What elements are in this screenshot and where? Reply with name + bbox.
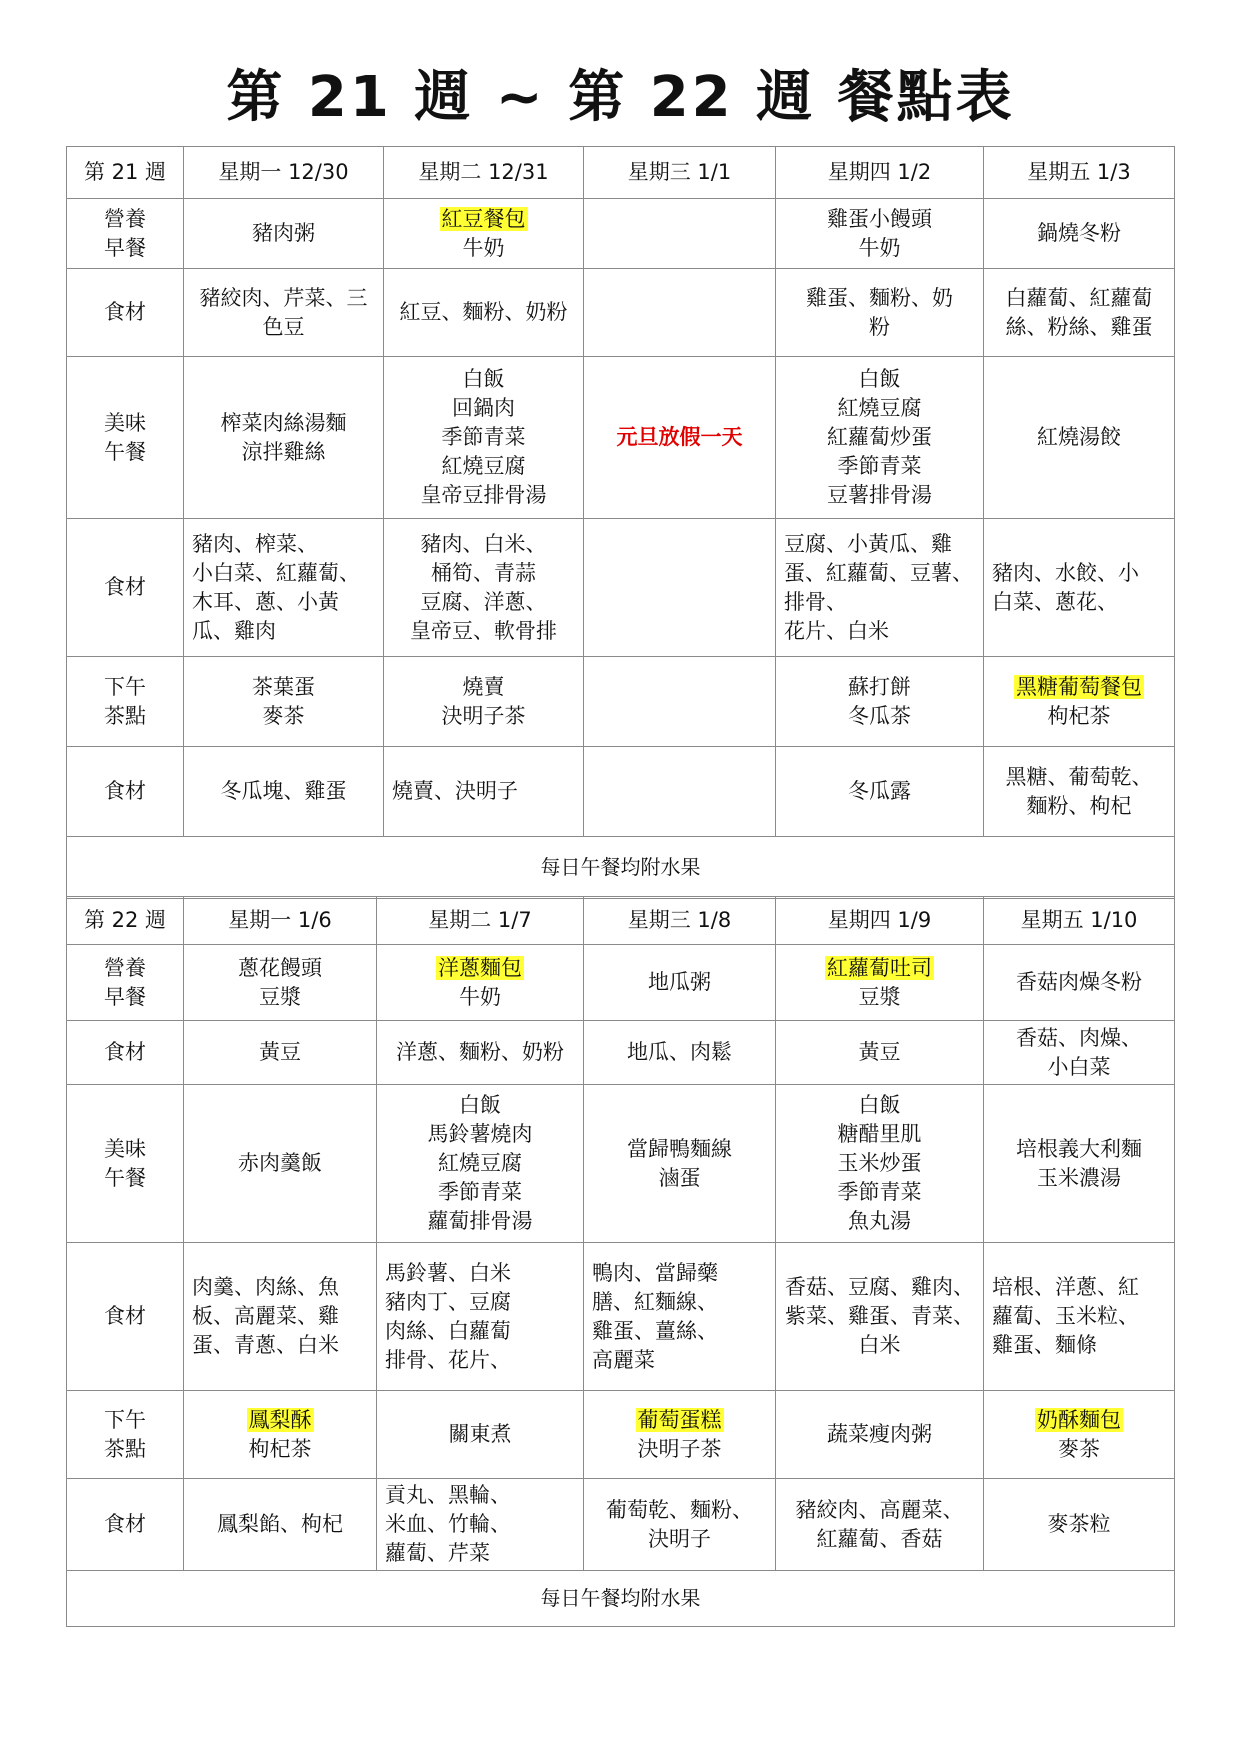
lunch-ing-fri: 培根、洋蔥、紅 蘿蔔、玉米粒、 雞蛋、麵條 (984, 1243, 1175, 1391)
breakfast-ing-fri: 香菇、肉燥、 小白菜 (984, 1021, 1175, 1085)
snack-wed (584, 1391, 776, 1479)
day-header-thu: 星期四 1/2 (776, 147, 984, 199)
day-header-wed: 星期三 1/1 (584, 147, 776, 199)
drink: 麥茶 (1058, 1436, 1100, 1461)
drink: 豆漿 (858, 984, 901, 1009)
lunch-ing-tue: 馬鈴薯、白米 豬肉丁、豆腐 肉絲、白蘿蔔 排骨、花片、 (377, 1243, 584, 1391)
lunch-ing-fri: 豬肉、水餃、小 白菜、蔥花、 (984, 519, 1175, 657)
page-title: 第 21 週 ~ 第 22 週 餐點表 (226, 65, 1015, 130)
row-label-breakfast: 營養 早餐 (67, 945, 184, 1021)
breakfast-ingredients-row (67, 269, 1175, 357)
snack-fri (984, 657, 1175, 747)
week-22-menu-table (66, 896, 1175, 1627)
holiday-notice: 元旦放假一天 (584, 357, 776, 519)
lunch-ing-wed: 鴨肉、當歸藥 膳、紅麵線、 雞蛋、薑絲、 高麗菜 (584, 1243, 776, 1391)
snack-ing-fri: 黑糖、葡萄乾、 麵粉、枸杞 (984, 747, 1175, 837)
lunch-ingredients-row (67, 519, 1175, 657)
day-header-fri: 星期五 1/10 (984, 897, 1175, 945)
week-label: 第 21 週 (67, 147, 184, 199)
day-header-mon: 星期一 12/30 (184, 147, 384, 199)
day-header-fri: 星期五 1/3 (984, 147, 1175, 199)
row-label-lunch: 美味 午餐 (67, 357, 184, 519)
breakfast-thu: 雞蛋小饅頭 牛奶 (776, 199, 984, 269)
breakfast-tue (384, 199, 584, 269)
snack-mon: 茶葉蛋 麥茶 (184, 657, 384, 747)
breakfast-tue (377, 945, 584, 1021)
lunch-row (67, 1085, 1175, 1243)
row-label-ingredients: 食材 (67, 519, 184, 657)
snack-ing-wed (584, 747, 776, 837)
row-label-ingredients: 食材 (67, 269, 184, 357)
breakfast-ingredients-row (67, 1021, 1175, 1085)
breakfast-ing-thu: 雞蛋、麵粉、奶 粉 (776, 269, 984, 357)
lunch-row (67, 357, 1175, 519)
breakfast-wed (584, 199, 776, 269)
lunch-thu: 白飯 糖醋里肌 玉米炒蛋 季節青菜 魚丸湯 (776, 1085, 984, 1243)
breakfast-thu (776, 945, 984, 1021)
snack-thu: 蔬菜瘦肉粥 (776, 1391, 984, 1479)
snack-ing-mon: 鳳梨餡、枸杞 (184, 1479, 377, 1571)
drink: 枸杞茶 (1047, 703, 1111, 728)
day-header-mon: 星期一 1/6 (184, 897, 377, 945)
breakfast-ing-mon: 豬絞肉、芹菜、三 色豆 (184, 269, 384, 357)
row-label-snack: 下午 茶點 (67, 657, 184, 747)
snack-thu: 蘇打餅 冬瓜茶 (776, 657, 984, 747)
breakfast-ing-fri: 白蘿蔔、紅蘿蔔 絲、粉絲、雞蛋 (984, 269, 1175, 357)
highlighted-item: 黑糖葡萄餐包 (1016, 674, 1142, 699)
lunch-fri: 紅燒湯餃 (984, 357, 1175, 519)
snack-ing-fri: 麥茶粒 (984, 1479, 1175, 1571)
highlighted-item: 紅豆餐包 (441, 206, 526, 231)
snack-ingredients-row (67, 1479, 1175, 1571)
lunch-ing-mon: 肉羹、肉絲、魚 板、高麗菜、雞 蛋、青蔥、白米 (184, 1243, 377, 1391)
lunch-tue: 白飯 馬鈴薯燒肉 紅燒豆腐 季節青菜 蘿蔔排骨湯 (377, 1085, 584, 1243)
breakfast-ing-mon: 黃豆 (184, 1021, 377, 1085)
snack-tue: 關東煮 (377, 1391, 584, 1479)
row-label-ingredients: 食材 (67, 1243, 184, 1391)
lunch-ingredients-row (67, 1243, 1175, 1391)
breakfast-mon: 豬肉粥 (184, 199, 384, 269)
lunch-ing-thu: 豆腐、小黃瓜、雞 蛋、紅蘿蔔、豆薯、 排骨、 花片、白米 (776, 519, 984, 657)
lunch-wed: 當歸鴨麵線 滷蛋 (584, 1085, 776, 1243)
breakfast-wed: 地瓜粥 (584, 945, 776, 1021)
snack-row (67, 1391, 1175, 1479)
snack-ing-thu: 冬瓜露 (776, 747, 984, 837)
lunch-mon: 赤肉羹飯 (184, 1085, 377, 1243)
snack-fri (984, 1391, 1175, 1479)
snack-ing-mon: 冬瓜塊、雞蛋 (184, 747, 384, 837)
lunch-ing-tue: 豬肉、白米、 桶筍、青蒜 豆腐、洋蔥、 皇帝豆、軟骨排 (384, 519, 584, 657)
week-21-menu-table (66, 146, 1175, 899)
snack-ing-thu: 豬絞肉、高麗菜、 紅蘿蔔、香菇 (776, 1479, 984, 1571)
day-header-wed: 星期三 1/8 (584, 897, 776, 945)
breakfast-ing-tue: 洋蔥、麵粉、奶粉 (377, 1021, 584, 1085)
lunch-ing-thu: 香菇、豆腐、雞肉、 紫菜、雞蛋、青菜、 白米 (776, 1243, 984, 1391)
lunch-ing-mon: 豬肉、榨菜、 小白菜、紅蘿蔔、 木耳、蔥、小黃 瓜、雞肉 (184, 519, 384, 657)
lunch-thu: 白飯 紅燒豆腐 紅蘿蔔炒蛋 季節青菜 豆薯排骨湯 (776, 357, 984, 519)
breakfast-fri: 鍋燒冬粉 (984, 199, 1175, 269)
breakfast-ing-thu: 黃豆 (776, 1021, 984, 1085)
highlighted-item: 葡萄蛋糕 (637, 1407, 722, 1432)
breakfast-ing-tue: 紅豆、麵粉、奶粉 (384, 269, 584, 357)
footer-row (67, 1571, 1175, 1627)
fruit-note: 每日午餐均附水果 (67, 837, 1175, 899)
day-header-tue: 星期二 1/7 (377, 897, 584, 945)
row-label-ingredients: 食材 (67, 1021, 184, 1085)
drink: 決明子茶 (637, 1436, 722, 1461)
highlighted-item: 奶酥麵包 (1037, 1407, 1121, 1432)
breakfast-ing-wed: 地瓜、肉鬆 (584, 1021, 776, 1085)
lunch-fri: 培根義大利麵 玉米濃湯 (984, 1085, 1175, 1243)
breakfast-ing-wed (584, 269, 776, 357)
snack-tue: 燒賣 決明子茶 (384, 657, 584, 747)
snack-mon (184, 1391, 377, 1479)
drink: 枸杞茶 (248, 1436, 312, 1461)
header-row (67, 147, 1175, 199)
lunch-tue: 白飯 回鍋肉 季節青菜 紅燒豆腐 皇帝豆排骨湯 (384, 357, 584, 519)
day-header-thu: 星期四 1/9 (776, 897, 984, 945)
drink: 牛奶 (462, 235, 505, 260)
breakfast-mon: 蔥花饅頭 豆漿 (184, 945, 377, 1021)
breakfast-fri: 香菇肉燥冬粉 (984, 945, 1175, 1021)
row-label-lunch: 美味 午餐 (67, 1085, 184, 1243)
footer-row (67, 837, 1175, 899)
row-label-breakfast: 營養 早餐 (67, 199, 184, 269)
snack-ingredients-row (67, 747, 1175, 837)
breakfast-row (67, 945, 1175, 1021)
header-row (67, 897, 1175, 945)
snack-ing-tue: 燒賣、決明子 (384, 747, 584, 837)
snack-ing-wed: 葡萄乾、麵粉、 決明子 (584, 1479, 776, 1571)
highlighted-item: 洋蔥麵包 (438, 955, 522, 980)
row-label-ingredients: 食材 (67, 747, 184, 837)
day-header-tue: 星期二 12/31 (384, 147, 584, 199)
drink: 牛奶 (459, 984, 501, 1009)
row-label-snack: 下午 茶點 (67, 1391, 184, 1479)
breakfast-row (67, 199, 1175, 269)
snack-row (67, 657, 1175, 747)
lunch-mon: 榨菜肉絲湯麵 涼拌雞絲 (184, 357, 384, 519)
lunch-ing-wed (584, 519, 776, 657)
snack-ing-tue: 貢丸、黑輪、 米血、竹輪、 蘿蔔、芹菜 (377, 1479, 584, 1571)
snack-wed (584, 657, 776, 747)
row-label-ingredients: 食材 (67, 1479, 184, 1571)
week-label: 第 22 週 (67, 897, 184, 945)
highlighted-item: 鳳梨酥 (248, 1407, 312, 1432)
highlighted-item: 紅蘿蔔吐司 (827, 955, 932, 980)
fruit-note: 每日午餐均附水果 (67, 1571, 1175, 1627)
